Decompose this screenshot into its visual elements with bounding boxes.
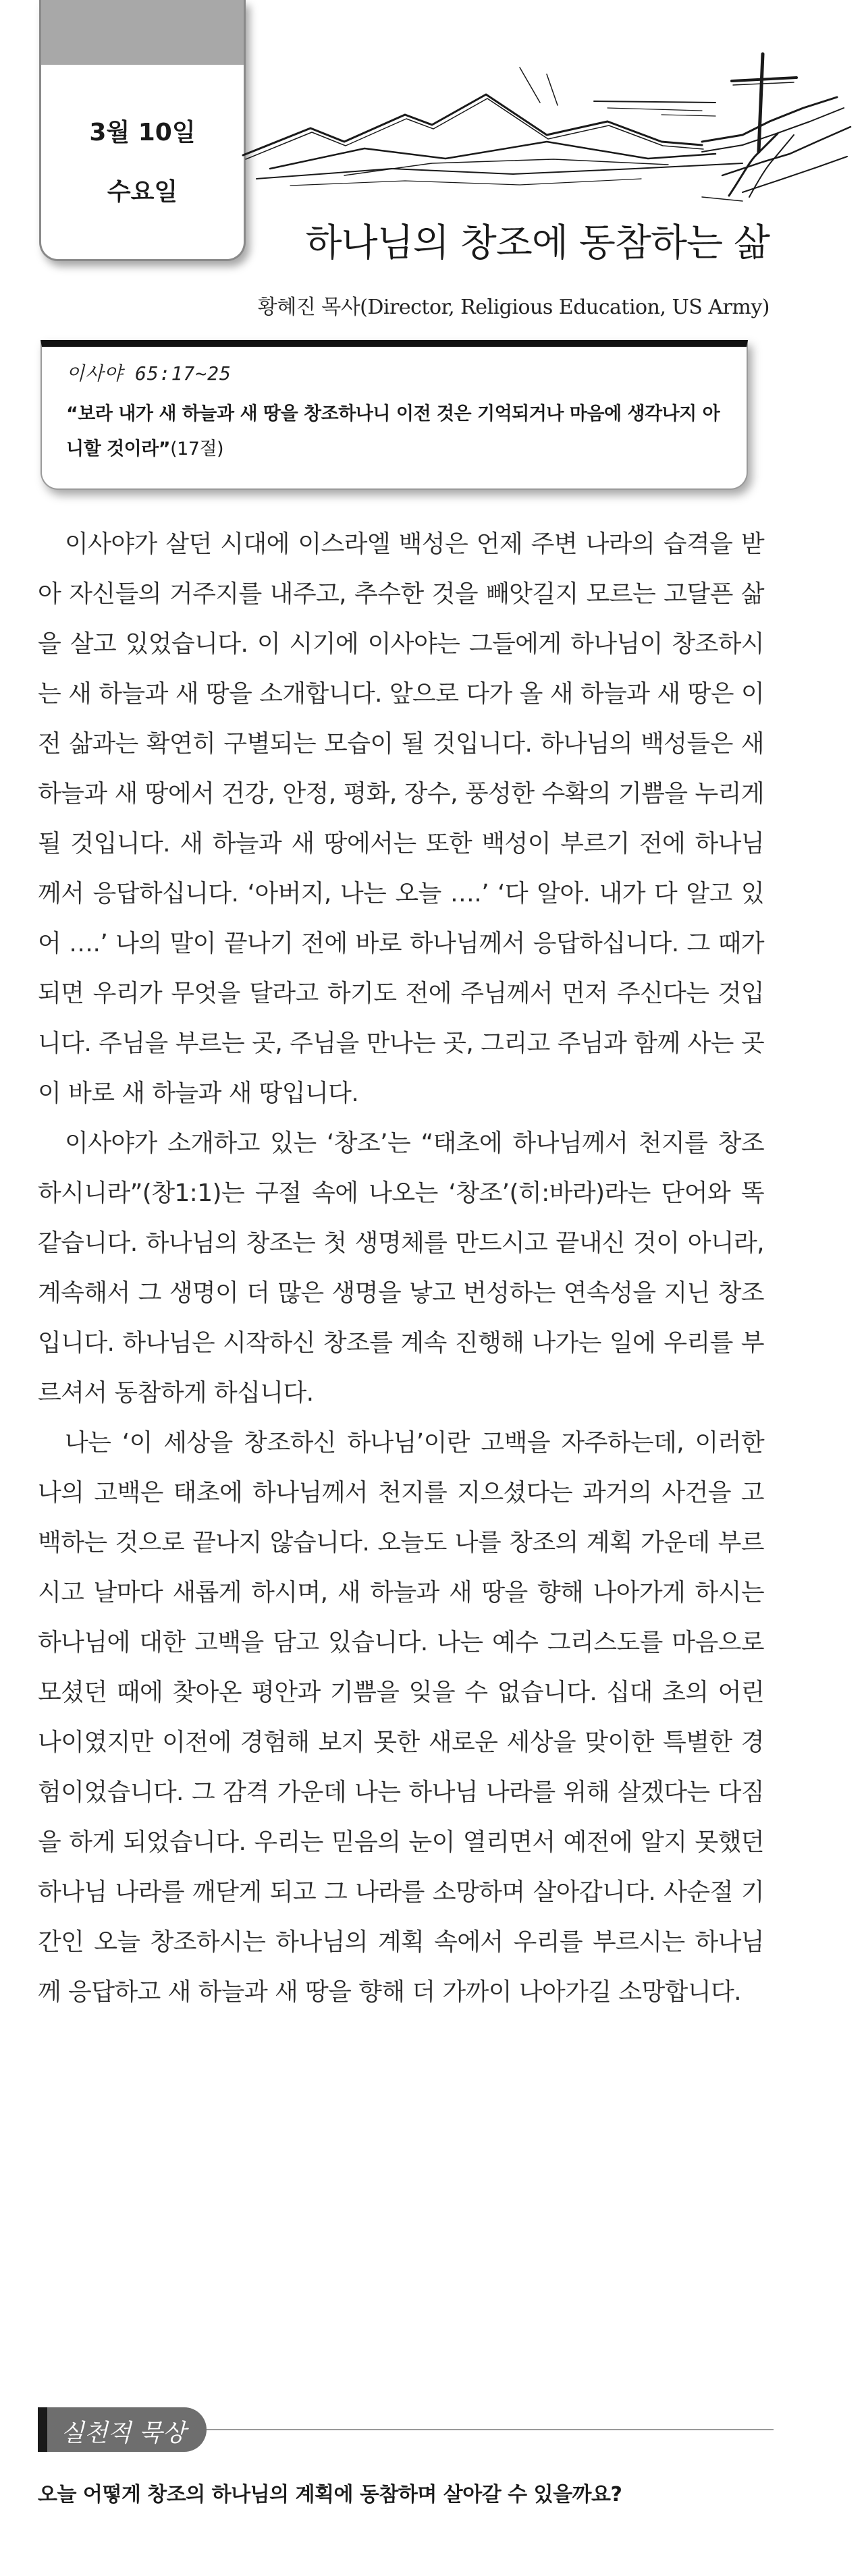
scripture-box bbox=[40, 340, 748, 490]
author-line: 황혜진 목사(Director, Religious Education, US Army) bbox=[257, 296, 770, 319]
body-paragraph: 이사야가 소개하고 있는 ‘창조’는 “태초에 하나님께서 천지를 창조하시니라”(창1:1)는 구절 속에 나오는 ‘창조’(히:바라)라는 단어와 똑같습니다. 하나님의 창조는 첫 생명체를 만드시고 끝내신 것이 아니라, 계속해서 그 생명이 더 많은 생명을 낳고 번성하는 연속성을 지닌 창조입니다. 하나님은 시작하신 창조를 계속 진행해 나가는 일에 우리를 부르셔서 동참하게 하십니다. bbox=[38, 1129, 764, 1407]
body-paragraph: 이사야가 살던 시대에 이스라엘 백성은 언제 주변 나라의 습격을 받아 자신들의 거주지를 내주고, 추수한 것을 빼앗길지 모르는 고달픈 삶을 살고 있었습니다. 이 시기에 이사야는 그들에게 하나님이 창조하시는 새 하늘과 새 땅을 소개합니다. 앞으로 다가 올 새 하늘과 새 땅은 이전 삶과는 확연히 구별되는 모습이 될 것입니다. 하나님의 백성들은 새 하늘과 새 땅에서 건강, 안정, 평화, 장수, 풍성한 수확의 기쁨을 누리게 될 것입니다. 새 하늘과 새 땅에서는 또한 백성이 부르기 전에 하나님께서 응답하십니다. ‘아버지, 나는 오늘 ….’ ‘다 알아. 내가 다 알고 있어 ….’ 나의 말이 끝나기 전에 바로 하나님께서 응답하십니다. 그 때가 되면 우리가 무엇을 달라고 하기도 전에 주님께서 먼저 주신다는 것입니다. 주님을 부르는 곳, 주님을 만나는 곳, 그리고 주님과 함께 사는 곳이 바로 새 하늘과 새 땅입니다. bbox=[38, 530, 764, 1107]
body-text bbox=[38, 520, 764, 2017]
date-tab bbox=[39, 0, 246, 261]
meditation-question: 오늘 어떻게 창조의 하나님의 계획에 동참하며 살아갈 수 있을까요? bbox=[38, 2483, 622, 2507]
meditation-divider bbox=[207, 2429, 774, 2430]
meditation-tab-accent bbox=[38, 2407, 47, 2452]
meditation-header bbox=[38, 2407, 774, 2455]
body-paragraph: 나는 ‘이 세상을 창조하신 하나님’이란 고백을 자주하는데, 이러한 나의 고백은 태초에 하나님께서 천지를 지으셨다는 과거의 사건을 고백하는 것으로 끝나지 않습니다. 오늘도 나를 창조의 계획 가운데 부르시고 날마다 새롭게 하시며, 새 하늘과 새 땅을 향해 나아가게 하시는 하나님에 대한 고백을 담고 있습니다. 나는 예수 그리스도를 마음으로 모셨던 때에 찾아온 평안과 기쁨을 잊을 수 없습니다. 십대 초의 어린 나이였지만 이전에 경험해 보지 못한 새로운 세상을 맞이한 특별한 경험이었습니다. 그 감격 가운데 나는 하나님 나라를 위해 살겠다는 다짐을 하게 되었습니다. 우리는 믿음의 눈이 열리면서 예전에 알지 못했던 하나님 나라를 깨닫게 되고 그 나라를 소망하며 살아갑니다. 사순절 기간인 오늘 창조하시는 하나님의 계획 속에서 우리를 부르시는 하나님께 응답하고 새 하늘과 새 땅을 향해 더 가까이 나아가길 소망합니다. bbox=[38, 1429, 764, 2006]
meditation-label: 실천적 묵상 bbox=[61, 2419, 186, 2447]
date-label: 3월 10일 bbox=[89, 119, 196, 146]
mountain-cross-sketch bbox=[230, 40, 857, 202]
weekday-label: 수요일 bbox=[107, 178, 178, 206]
scripture-reference: 이사야 65:17~25 bbox=[66, 362, 232, 385]
date-tab-band bbox=[41, 0, 244, 65]
scripture-verse: (17절) bbox=[170, 439, 224, 459]
page-title: 하나님의 창조에 동참하는 삶 bbox=[305, 221, 770, 265]
scripture-quote-text: “보라 내가 새 하늘과 새 땅을 창조하나니 이전 것은 기억되거나 마음에 생각나지 아니할 것이라” bbox=[66, 403, 720, 459]
scripture-quote bbox=[66, 397, 734, 467]
